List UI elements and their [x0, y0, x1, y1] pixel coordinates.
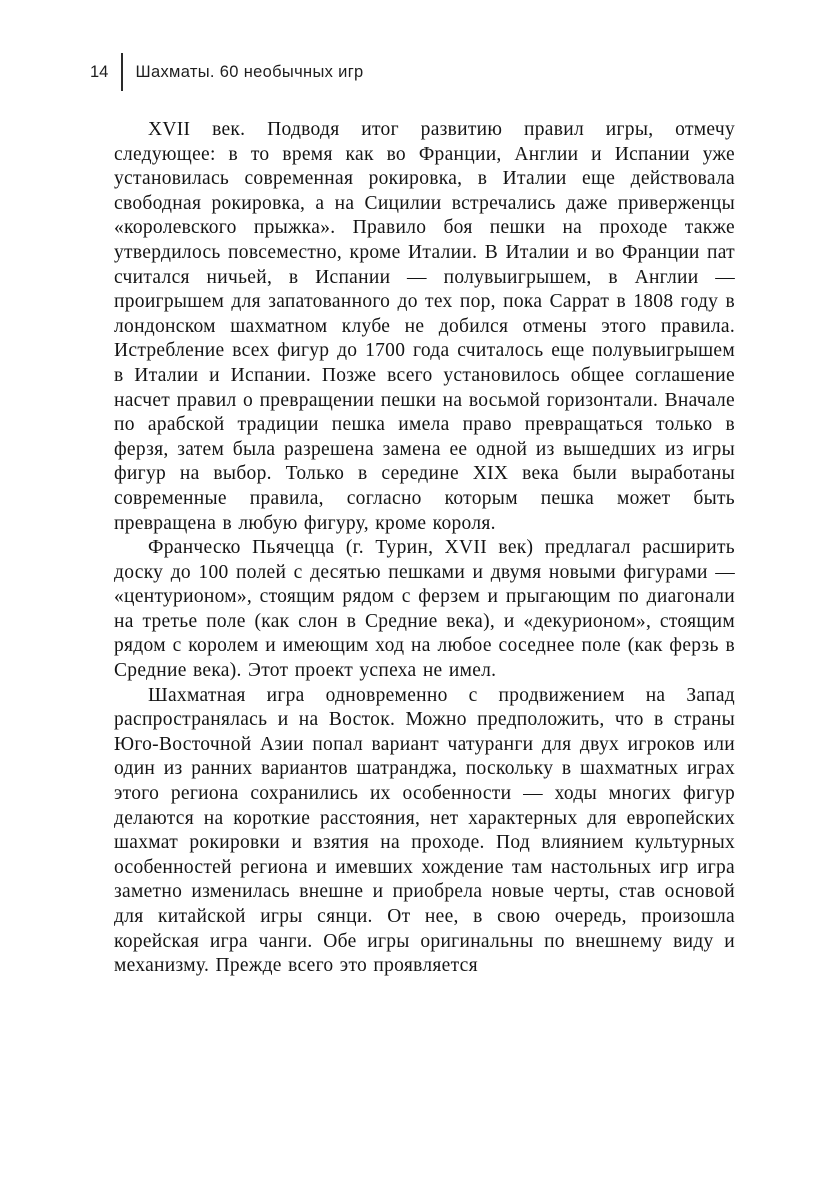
paragraph: Шахматная игра одновременно с продвижением на Запад распространялась и на Восток. Можно предположить, что в страны Юго-Восточной Азии попал вариант чатуранги для двух игроков или один из ранних вариантов шатранджа, поскольку в шахматных играх этого региона сохранились их особенности — ходы многих фигур делаются на короткие расстояния, нет характерных для европейских шахмат рокировки и взятия на проходе. Под влиянием культурных особенностей региона и имевших хождение там настольных игр игра заметно изменилась внешне и приобрела новые черты, став основой для китайской игры сянци. От нее, в свою очередь, произошла корейская игра чанги. Обе игры оригинальны по внешнему виду и механизму. Прежде всего это проявляется	[114, 684, 735, 977]
page-number: 14	[90, 62, 109, 81]
page-body	[90, 118, 735, 979]
paragraph: XVII век. Подводя итог развитию правил игры, отмечу следующее: в то время как во Франции, Англии и Испании уже установилась современная рокировка, в Италии еще действовала свободная рокировка, а на Сицилии встречались даже приверженцы «королевского прыжка». Правило боя пешки на проходе также утвердилось повсеместно, кроме Италии. В Италии и во Франции пат считался ничьей, в Испании — полувыигрышем, в Англии — проигрышем для запатованного до тех пор, пока Саррат в 1808 году в лондонском шахматном клубе не добился отмены этого правила. Истребление всех фигур до 1700 года считалось еще полувыигрышем в Италии и Испании. Позже всего установилось общее соглашение насчет правил о превращении пешки на восьмой горизонтали. Вначале по арабской традиции пешка имела право превращаться только в ферзя, затем была разрешена замена ее одной из вышедших из игры фигур на выбор. Только в середине XIX века были выработаны современные правила, согласно которым пешка может быть превращена в любую фигуру, кроме короля.	[114, 119, 735, 534]
running-title: Шахматы. 60 необычных игр	[135, 62, 364, 81]
header-divider	[121, 53, 123, 91]
page-header	[90, 52, 735, 92]
paragraph: Франческо Пьячецца (г. Турин, XVII век) предлагал расширить доску до 100 полей с десятью пешками и двумя новыми фигурами — «центурионом», стоящим рядом с ферзем и прыгающим по диагонали на третье поле (как слон в Средние века), и «декурионом», стоящим рядом с королем и имеющим ход на любое соседнее поле (как ферзь в Средние века). Этот проект успеха не имел.	[114, 537, 735, 682]
